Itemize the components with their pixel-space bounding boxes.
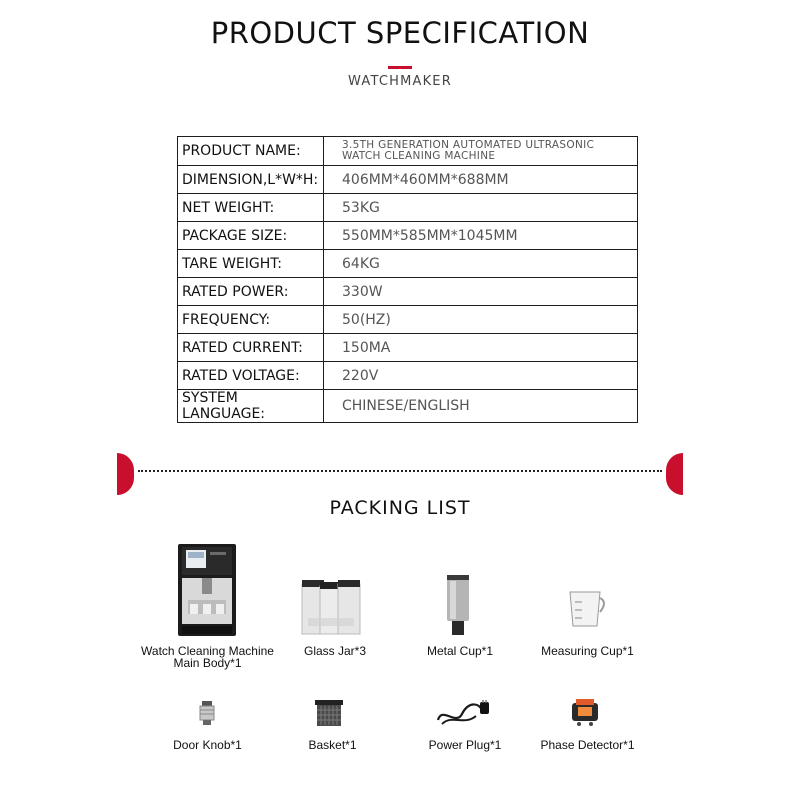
item-caption: Power Plug*1 — [428, 738, 502, 752]
table-row — [178, 166, 638, 194]
spec-value: 50(HZ) — [324, 306, 638, 334]
spec-value: CHINESE/ENGLISH — [324, 390, 638, 423]
list-item — [280, 739, 385, 751]
list-item — [525, 645, 650, 657]
item-caption: Watch Cleaning Machine — [141, 644, 274, 658]
table-row — [178, 250, 638, 278]
item-caption: Door Knob*1 — [173, 738, 242, 752]
spec-value: 550MM*585MM*1045MM — [324, 222, 638, 250]
spec-value: 150MA — [324, 334, 638, 362]
door-knob-icon — [198, 700, 216, 726]
spec-label: PRODUCT NAME: — [178, 137, 324, 166]
divider-right-semicircle — [666, 453, 683, 495]
item-caption: Metal Cup*1 — [426, 644, 494, 658]
list-item — [135, 645, 280, 669]
table-row — [178, 222, 638, 250]
spec-label: DIMENSION,L*W*H: — [178, 166, 324, 194]
list-item — [410, 739, 520, 751]
page-title: PRODUCT SPECIFICATION — [210, 16, 590, 50]
table-row — [178, 334, 638, 362]
measuring-cup-icon — [566, 590, 610, 628]
spec-value: 53KG — [324, 194, 638, 222]
item-caption: Glass Jar*3 — [303, 644, 367, 658]
table-row — [178, 194, 638, 222]
spec-table — [177, 136, 638, 423]
table-row — [178, 278, 638, 306]
spec-label: RATED VOLTAGE: — [178, 362, 324, 390]
item-caption: Basket*1 — [308, 738, 357, 752]
table-row — [178, 362, 638, 390]
table-row — [178, 306, 638, 334]
spec-value-line: WATCH CLEANING MACHINE — [342, 150, 496, 162]
list-item — [530, 739, 645, 751]
item-caption: Main Body*1 — [173, 656, 242, 670]
spec-label: NET WEIGHT: — [178, 194, 324, 222]
packing-list-title: PACKING LIST — [329, 497, 471, 519]
list-item — [405, 645, 515, 657]
divider-left-semicircle — [117, 453, 134, 495]
glass-jar-icon — [300, 578, 362, 636]
list-item — [280, 645, 390, 657]
spec-label: SYSTEM LANGUAGE: — [178, 390, 324, 423]
spec-label: RATED CURRENT: — [178, 334, 324, 362]
spec-value: 64KG — [324, 250, 638, 278]
item-caption: Phase Detector*1 — [540, 738, 635, 752]
spec-label: RATED POWER: — [178, 278, 324, 306]
spec-value: 406MM*460MM*688MM — [324, 166, 638, 194]
item-caption: Measuring Cup*1 — [541, 644, 634, 658]
list-item — [155, 739, 260, 751]
power-plug-icon — [432, 696, 492, 728]
cleaning-machine-icon — [176, 542, 238, 638]
title-accent-bar — [388, 66, 412, 69]
table-row — [178, 137, 638, 166]
spec-label: PACKAGE SIZE: — [178, 222, 324, 250]
spec-value-line: 3.5TH GENERATION AUTOMATED ULTRASONIC — [342, 139, 595, 151]
metal-cup-icon — [444, 573, 472, 639]
table-row — [178, 390, 638, 423]
phase-detector-icon — [570, 697, 600, 727]
spec-value — [324, 137, 638, 166]
basket-icon — [313, 698, 345, 728]
dotted-divider — [138, 470, 662, 472]
spec-value: 220V — [324, 362, 638, 390]
page-subtitle: WATCHMAKER — [348, 74, 452, 89]
spec-label: FREQUENCY: — [178, 306, 324, 334]
spec-label: TARE WEIGHT: — [178, 250, 324, 278]
spec-value: 330W — [324, 278, 638, 306]
